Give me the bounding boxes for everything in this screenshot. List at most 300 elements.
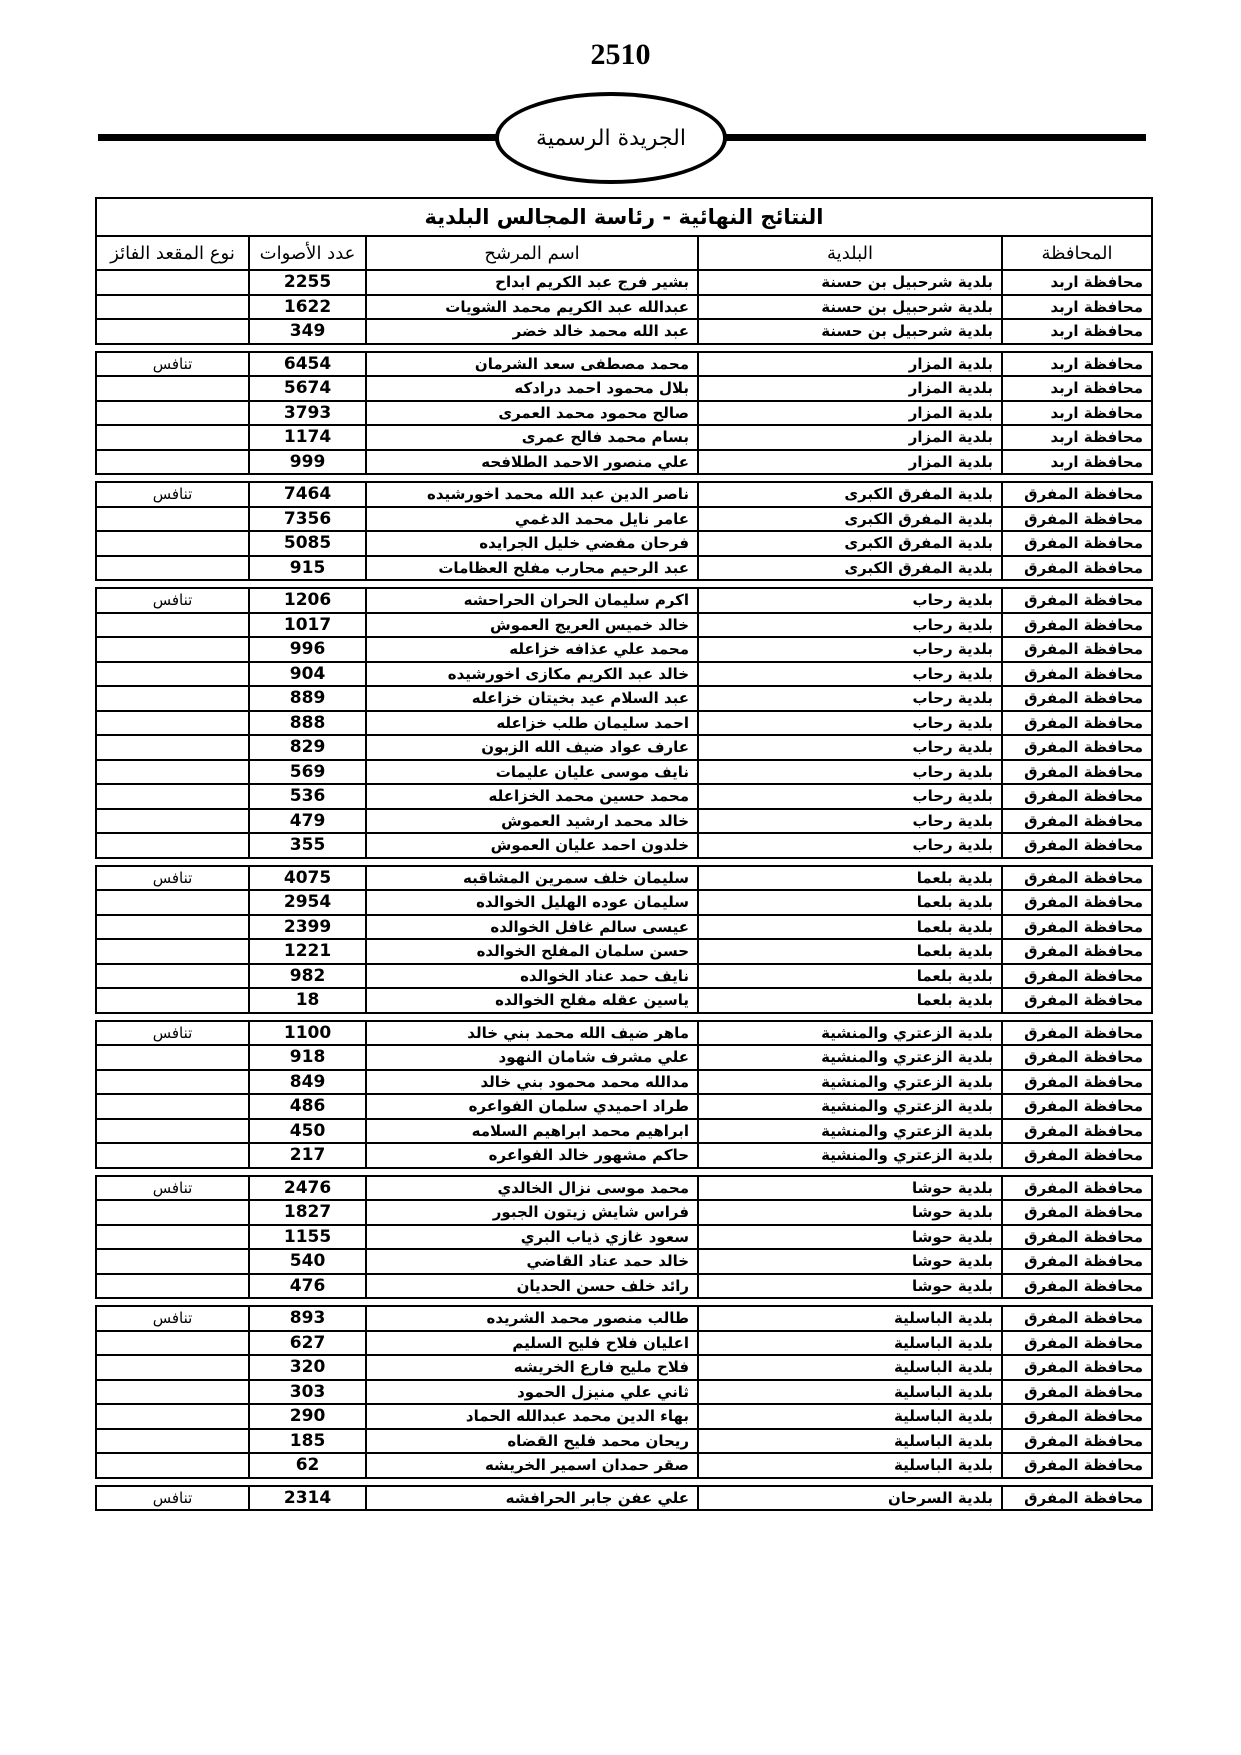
- governorate-cell: محافظة المفرق: [1002, 1176, 1152, 1201]
- votes-cell: 915: [249, 556, 366, 581]
- candidate-name-cell: نايف حمد عناد الخوالده: [366, 964, 698, 989]
- group-separator: [96, 580, 1152, 588]
- seat-type-cell: [96, 613, 249, 638]
- seat-type-cell: [96, 784, 249, 809]
- seat-type-cell: [96, 1429, 249, 1454]
- table-row: [96, 939, 1152, 964]
- candidate-name-cell: علي مشرف شامان النهود: [366, 1045, 698, 1070]
- municipality-cell: بلدية الباسلية: [698, 1331, 1002, 1356]
- group-separator: [96, 858, 1152, 866]
- candidate-name-cell: فرحان مفضي خليل الجرايده: [366, 531, 698, 556]
- governorate-cell: محافظة المفرق: [1002, 1200, 1152, 1225]
- table-row: [96, 686, 1152, 711]
- votes-cell: 18: [249, 988, 366, 1013]
- candidate-name-cell: سعود غازي ذياب البري: [366, 1225, 698, 1250]
- table-row: [96, 760, 1152, 785]
- table-row: [96, 915, 1152, 940]
- votes-cell: 2954: [249, 890, 366, 915]
- table-row: [96, 1176, 1152, 1201]
- votes-cell: 1221: [249, 939, 366, 964]
- governorate-cell: محافظة المفرق: [1002, 915, 1152, 940]
- seat-type-cell: [96, 1225, 249, 1250]
- candidate-name-cell: بشير فرج عبد الكريم ابداح: [366, 270, 698, 295]
- header-governorate: المحافظة: [1002, 236, 1152, 270]
- votes-cell: 2314: [249, 1486, 366, 1511]
- governorate-cell: محافظة المفرق: [1002, 988, 1152, 1013]
- masthead-title: الجريدة الرسمية: [536, 125, 686, 151]
- seat-type-cell: [96, 809, 249, 834]
- governorate-cell: محافظة المفرق: [1002, 1331, 1152, 1356]
- table-row: [96, 376, 1152, 401]
- header-seat-type: نوع المقعد الفائز: [96, 236, 249, 270]
- governorate-cell: محافظة المفرق: [1002, 637, 1152, 662]
- votes-cell: 4075: [249, 866, 366, 891]
- candidate-name-cell: عبد الله محمد خالد خضر: [366, 319, 698, 344]
- governorate-cell: محافظة المفرق: [1002, 1119, 1152, 1144]
- candidate-name-cell: خالد خميس العريج العموش: [366, 613, 698, 638]
- table-row: [96, 588, 1152, 613]
- municipality-cell: بلدية رحاب: [698, 637, 1002, 662]
- municipality-cell: بلدية بلعما: [698, 964, 1002, 989]
- seat-type-cell: [96, 1380, 249, 1405]
- seat-type-cell: تنافس: [96, 1486, 249, 1511]
- seat-type-cell: [96, 988, 249, 1013]
- table-row: [96, 1274, 1152, 1299]
- seat-type-cell: [96, 295, 249, 320]
- candidate-name-cell: نايف موسى عليان عليمات: [366, 760, 698, 785]
- municipality-cell: بلدية رحاب: [698, 686, 1002, 711]
- governorate-cell: محافظة المفرق: [1002, 711, 1152, 736]
- municipality-cell: بلدية المفرق الكبرى: [698, 507, 1002, 532]
- votes-cell: 479: [249, 809, 366, 834]
- governorate-cell: محافظة المفرق: [1002, 1429, 1152, 1454]
- candidate-name-cell: طالب منصور محمد الشريده: [366, 1306, 698, 1331]
- municipality-cell: بلدية الباسلية: [698, 1355, 1002, 1380]
- municipality-cell: بلدية المزار: [698, 425, 1002, 450]
- table-row: [96, 735, 1152, 760]
- seat-type-cell: [96, 686, 249, 711]
- municipality-cell: بلدية الزعتري والمنشية: [698, 1119, 1002, 1144]
- governorate-cell: محافظة اربد: [1002, 450, 1152, 475]
- candidate-name-cell: محمد علي عذافه خزاعله: [366, 637, 698, 662]
- municipality-cell: بلدية الباسلية: [698, 1404, 1002, 1429]
- municipality-cell: بلدية رحاب: [698, 588, 1002, 613]
- municipality-cell: بلدية الزعتري والمنشية: [698, 1070, 1002, 1095]
- candidate-name-cell: صالح محمود محمد العمرى: [366, 401, 698, 426]
- table-row: [96, 784, 1152, 809]
- municipality-cell: بلدية رحاب: [698, 833, 1002, 858]
- votes-cell: 1100: [249, 1021, 366, 1046]
- municipality-cell: بلدية السرحان: [698, 1486, 1002, 1511]
- votes-cell: 1827: [249, 1200, 366, 1225]
- votes-cell: 1206: [249, 588, 366, 613]
- candidate-name-cell: عارف عواد ضيف الله الزبون: [366, 735, 698, 760]
- seat-type-cell: [96, 1404, 249, 1429]
- municipality-cell: بلدية الزعتري والمنشية: [698, 1094, 1002, 1119]
- seat-type-cell: [96, 939, 249, 964]
- seat-type-cell: [96, 401, 249, 426]
- candidate-name-cell: عامر نايل محمد الدغمي: [366, 507, 698, 532]
- governorate-cell: محافظة اربد: [1002, 270, 1152, 295]
- governorate-cell: محافظة المفرق: [1002, 1045, 1152, 1070]
- candidate-name-cell: خالد محمد ارشيد العموش: [366, 809, 698, 834]
- candidate-name-cell: ناصر الدين عبد الله محمد اخورشيده: [366, 482, 698, 507]
- table-title: النتائج النهائية - رئاسة المجالس البلدية: [96, 198, 1152, 236]
- municipality-cell: بلدية بلعما: [698, 890, 1002, 915]
- votes-cell: 569: [249, 760, 366, 785]
- table-row: [96, 1021, 1152, 1046]
- votes-cell: 999: [249, 450, 366, 475]
- municipality-cell: بلدية رحاب: [698, 711, 1002, 736]
- governorate-cell: محافظة اربد: [1002, 376, 1152, 401]
- group-separator: [96, 1298, 1152, 1306]
- governorate-cell: محافظة المفرق: [1002, 1274, 1152, 1299]
- table-row: [96, 401, 1152, 426]
- candidate-name-cell: عيسى سالم غافل الخوالده: [366, 915, 698, 940]
- seat-type-cell: [96, 662, 249, 687]
- table-row: [96, 988, 1152, 1013]
- candidate-name-cell: ثاني علي منيزل الحمود: [366, 1380, 698, 1405]
- votes-cell: 2476: [249, 1176, 366, 1201]
- seat-type-cell: [96, 1143, 249, 1168]
- municipality-cell: بلدية حوشا: [698, 1176, 1002, 1201]
- table-header-row: [96, 236, 1152, 270]
- candidate-name-cell: بلال محمود احمد درادكه: [366, 376, 698, 401]
- governorate-cell: محافظة المفرق: [1002, 890, 1152, 915]
- table-row: [96, 352, 1152, 377]
- seat-type-cell: [96, 1200, 249, 1225]
- municipality-cell: بلدية المزار: [698, 450, 1002, 475]
- governorate-cell: محافظة المفرق: [1002, 833, 1152, 858]
- candidate-name-cell: صقر حمدان اسمير الخريشه: [366, 1453, 698, 1478]
- table-row: [96, 1331, 1152, 1356]
- table-row: [96, 319, 1152, 344]
- municipality-cell: بلدية الباسلية: [698, 1380, 1002, 1405]
- governorate-cell: محافظة المفرق: [1002, 735, 1152, 760]
- governorate-cell: محافظة المفرق: [1002, 507, 1152, 532]
- governorate-cell: محافظة المفرق: [1002, 1355, 1152, 1380]
- votes-cell: 627: [249, 1331, 366, 1356]
- seat-type-cell: [96, 507, 249, 532]
- candidate-name-cell: اعليان فلاح فليح السليم: [366, 1331, 698, 1356]
- candidate-name-cell: خلدون احمد عليان العموش: [366, 833, 698, 858]
- votes-cell: 320: [249, 1355, 366, 1380]
- candidate-name-cell: رائد خلف حسن الحديان: [366, 1274, 698, 1299]
- votes-cell: 2255: [249, 270, 366, 295]
- governorate-cell: محافظة المفرق: [1002, 556, 1152, 581]
- table-row: [96, 613, 1152, 638]
- municipality-cell: بلدية شرحبيل بن حسنة: [698, 319, 1002, 344]
- votes-cell: 1017: [249, 613, 366, 638]
- seat-type-cell: [96, 1355, 249, 1380]
- municipality-cell: بلدية الباسلية: [698, 1306, 1002, 1331]
- municipality-cell: بلدية بلعما: [698, 866, 1002, 891]
- candidate-name-cell: حاكم مشهور خالد الفواعره: [366, 1143, 698, 1168]
- municipality-cell: بلدية بلعما: [698, 988, 1002, 1013]
- votes-cell: 62: [249, 1453, 366, 1478]
- page-number: 2510: [590, 38, 651, 71]
- candidate-name-cell: سليمان خلف سمرين المشاقبه: [366, 866, 698, 891]
- governorate-cell: محافظة المفرق: [1002, 784, 1152, 809]
- candidate-name-cell: طراد احميدي سلمان الفواعره: [366, 1094, 698, 1119]
- candidate-name-cell: ياسين عقله مفلح الخوالده: [366, 988, 698, 1013]
- governorate-cell: محافظة المفرق: [1002, 1021, 1152, 1046]
- votes-cell: 888: [249, 711, 366, 736]
- table-row: [96, 1225, 1152, 1250]
- seat-type-cell: تنافس: [96, 588, 249, 613]
- votes-cell: 7464: [249, 482, 366, 507]
- votes-cell: 7356: [249, 507, 366, 532]
- municipality-cell: بلدية رحاب: [698, 613, 1002, 638]
- table-row: [96, 1119, 1152, 1144]
- municipality-cell: بلدية الباسلية: [698, 1429, 1002, 1454]
- candidate-name-cell: عبدالله عبد الكريم محمد الشويات: [366, 295, 698, 320]
- candidate-name-cell: محمد مصطفى سعد الشرمان: [366, 352, 698, 377]
- candidate-name-cell: اكرم سليمان الحران الحراحشه: [366, 588, 698, 613]
- votes-cell: 829: [249, 735, 366, 760]
- candidate-name-cell: حسن سلمان المفلح الخوالده: [366, 939, 698, 964]
- votes-cell: 5085: [249, 531, 366, 556]
- seat-type-cell: [96, 833, 249, 858]
- seat-type-cell: تنافس: [96, 352, 249, 377]
- seat-type-cell: [96, 376, 249, 401]
- governorate-cell: محافظة المفرق: [1002, 531, 1152, 556]
- seat-type-cell: [96, 735, 249, 760]
- municipality-cell: بلدية الزعتري والمنشية: [698, 1143, 1002, 1168]
- table-row: [96, 711, 1152, 736]
- seat-type-cell: [96, 760, 249, 785]
- governorate-cell: محافظة المفرق: [1002, 1249, 1152, 1274]
- seat-type-cell: تنافس: [96, 482, 249, 507]
- votes-cell: 5674: [249, 376, 366, 401]
- candidate-name-cell: ابراهيم محمد ابراهيم السلامه: [366, 1119, 698, 1144]
- candidate-name-cell: عبد السلام عيد بخيتان خزاعله: [366, 686, 698, 711]
- municipality-cell: بلدية حوشا: [698, 1249, 1002, 1274]
- governorate-cell: محافظة اربد: [1002, 401, 1152, 426]
- governorate-cell: محافظة المفرق: [1002, 1306, 1152, 1331]
- table-title-row: [96, 198, 1152, 236]
- municipality-cell: بلدية شرحبيل بن حسنة: [698, 270, 1002, 295]
- votes-cell: 849: [249, 1070, 366, 1095]
- table-row: [96, 1306, 1152, 1331]
- seat-type-cell: [96, 1453, 249, 1478]
- votes-cell: 6454: [249, 352, 366, 377]
- table-row: [96, 1404, 1152, 1429]
- seat-type-cell: تنافس: [96, 1021, 249, 1046]
- seat-type-cell: [96, 1249, 249, 1274]
- governorate-cell: محافظة المفرق: [1002, 482, 1152, 507]
- candidate-name-cell: خالد حمد عناد القاضي: [366, 1249, 698, 1274]
- table-row: [96, 833, 1152, 858]
- table-row: [96, 1453, 1152, 1478]
- table-row: [96, 450, 1152, 475]
- seat-type-cell: [96, 1274, 249, 1299]
- seat-type-cell: [96, 450, 249, 475]
- results-table-wrapper: [95, 197, 1151, 1511]
- table-row: [96, 1200, 1152, 1225]
- candidate-name-cell: بهاء الدين محمد عبدالله الحماد: [366, 1404, 698, 1429]
- municipality-cell: بلدية الزعتري والمنشية: [698, 1021, 1002, 1046]
- candidate-name-cell: خالد عبد الكريم مكازى اخورشيده: [366, 662, 698, 687]
- table-row: [96, 637, 1152, 662]
- seat-type-cell: [96, 964, 249, 989]
- candidate-name-cell: سليمان عوده الهليل الخوالده: [366, 890, 698, 915]
- header-candidate: اسم المرشح: [366, 236, 698, 270]
- governorate-cell: محافظة المفرق: [1002, 1094, 1152, 1119]
- municipality-cell: بلدية رحاب: [698, 784, 1002, 809]
- governorate-cell: محافظة المفرق: [1002, 686, 1152, 711]
- municipality-cell: بلدية رحاب: [698, 662, 1002, 687]
- votes-cell: 290: [249, 1404, 366, 1429]
- table-row: [96, 1143, 1152, 1168]
- municipality-cell: بلدية المفرق الكبرى: [698, 482, 1002, 507]
- votes-cell: 476: [249, 1274, 366, 1299]
- governorate-cell: محافظة المفرق: [1002, 809, 1152, 834]
- municipality-cell: بلدية بلعما: [698, 939, 1002, 964]
- votes-cell: 355: [249, 833, 366, 858]
- table-row: [96, 1045, 1152, 1070]
- candidate-name-cell: محمد موسى نزال الخالدي: [366, 1176, 698, 1201]
- candidate-name-cell: فلاح مليح فارع الخريشه: [366, 1355, 698, 1380]
- group-separator: [96, 474, 1152, 482]
- header-rule-left: [98, 134, 498, 141]
- candidate-name-cell: علي منصور الاحمد الطلافحه: [366, 450, 698, 475]
- votes-cell: 982: [249, 964, 366, 989]
- results-table: [95, 197, 1153, 1511]
- table-row: [96, 507, 1152, 532]
- votes-cell: 893: [249, 1306, 366, 1331]
- table-row: [96, 556, 1152, 581]
- governorate-cell: محافظة المفرق: [1002, 1404, 1152, 1429]
- municipality-cell: بلدية حوشا: [698, 1225, 1002, 1250]
- seat-type-cell: [96, 556, 249, 581]
- municipality-cell: بلدية المفرق الكبرى: [698, 556, 1002, 581]
- municipality-cell: بلدية الباسلية: [698, 1453, 1002, 1478]
- governorate-cell: محافظة المفرق: [1002, 760, 1152, 785]
- municipality-cell: بلدية بلعما: [698, 915, 1002, 940]
- governorate-cell: محافظة المفرق: [1002, 1380, 1152, 1405]
- governorate-cell: محافظة اربد: [1002, 425, 1152, 450]
- municipality-cell: بلدية حوشا: [698, 1200, 1002, 1225]
- votes-cell: 996: [249, 637, 366, 662]
- seat-type-cell: [96, 915, 249, 940]
- table-row: [96, 964, 1152, 989]
- votes-cell: 918: [249, 1045, 366, 1070]
- table-row: [96, 662, 1152, 687]
- votes-cell: 303: [249, 1380, 366, 1405]
- governorate-cell: محافظة المفرق: [1002, 1070, 1152, 1095]
- seat-type-cell: [96, 1119, 249, 1144]
- candidate-name-cell: بسام محمد فالح عمرى: [366, 425, 698, 450]
- governorate-cell: محافظة المفرق: [1002, 866, 1152, 891]
- table-row: [96, 1380, 1152, 1405]
- candidate-name-cell: مدالله محمد محمود بني خالد: [366, 1070, 698, 1095]
- votes-cell: 1155: [249, 1225, 366, 1250]
- candidate-name-cell: ماهر ضيف الله محمد بني خالد: [366, 1021, 698, 1046]
- results-body: [96, 270, 1152, 1510]
- votes-cell: 217: [249, 1143, 366, 1168]
- seat-type-cell: [96, 1331, 249, 1356]
- votes-cell: 486: [249, 1094, 366, 1119]
- candidate-name-cell: فراس شايش زيتون الجبور: [366, 1200, 698, 1225]
- header-votes: عدد الأصوات: [249, 236, 366, 270]
- municipality-cell: بلدية المزار: [698, 376, 1002, 401]
- governorate-cell: محافظة المفرق: [1002, 1486, 1152, 1511]
- governorate-cell: محافظة المفرق: [1002, 939, 1152, 964]
- header-rule-right: [726, 134, 1146, 141]
- table-row: [96, 890, 1152, 915]
- gazette-masthead: [495, 92, 727, 184]
- governorate-cell: محافظة اربد: [1002, 295, 1152, 320]
- votes-cell: 904: [249, 662, 366, 687]
- governorate-cell: محافظة المفرق: [1002, 1225, 1152, 1250]
- table-row: [96, 1070, 1152, 1095]
- table-row: [96, 425, 1152, 450]
- seat-type-cell: تنافس: [96, 1176, 249, 1201]
- candidate-name-cell: ريحان محمد فليح القضاه: [366, 1429, 698, 1454]
- municipality-cell: بلدية رحاب: [698, 735, 1002, 760]
- votes-cell: 349: [249, 319, 366, 344]
- seat-type-cell: [96, 1070, 249, 1095]
- governorate-cell: محافظة المفرق: [1002, 964, 1152, 989]
- municipality-cell: بلدية المزار: [698, 401, 1002, 426]
- seat-type-cell: [96, 1045, 249, 1070]
- seat-type-cell: [96, 531, 249, 556]
- governorate-cell: محافظة اربد: [1002, 319, 1152, 344]
- table-row: [96, 809, 1152, 834]
- governorate-cell: محافظة المفرق: [1002, 1143, 1152, 1168]
- table-row: [96, 1486, 1152, 1511]
- header-municipality: البلدية: [698, 236, 1002, 270]
- votes-cell: 1622: [249, 295, 366, 320]
- municipality-cell: بلدية المفرق الكبرى: [698, 531, 1002, 556]
- governorate-cell: محافظة المفرق: [1002, 662, 1152, 687]
- table-row: [96, 1355, 1152, 1380]
- group-separator: [96, 1168, 1152, 1176]
- votes-cell: 2399: [249, 915, 366, 940]
- table-row: [96, 531, 1152, 556]
- votes-cell: 889: [249, 686, 366, 711]
- governorate-cell: محافظة المفرق: [1002, 1453, 1152, 1478]
- candidate-name-cell: محمد حسين محمد الخزاعله: [366, 784, 698, 809]
- governorate-cell: محافظة اربد: [1002, 352, 1152, 377]
- seat-type-cell: [96, 711, 249, 736]
- governorate-cell: محافظة المفرق: [1002, 588, 1152, 613]
- group-separator: [96, 344, 1152, 352]
- municipality-cell: بلدية الزعتري والمنشية: [698, 1045, 1002, 1070]
- municipality-cell: بلدية رحاب: [698, 760, 1002, 785]
- seat-type-cell: [96, 425, 249, 450]
- municipality-cell: بلدية شرحبيل بن حسنة: [698, 295, 1002, 320]
- table-row: [96, 270, 1152, 295]
- table-row: [96, 295, 1152, 320]
- candidate-name-cell: احمد سليمان طلب خزاعله: [366, 711, 698, 736]
- votes-cell: 450: [249, 1119, 366, 1144]
- seat-type-cell: [96, 637, 249, 662]
- votes-cell: 3793: [249, 401, 366, 426]
- votes-cell: 185: [249, 1429, 366, 1454]
- candidate-name-cell: عبد الرحيم محارب مفلح العظامات: [366, 556, 698, 581]
- seat-type-cell: تنافس: [96, 866, 249, 891]
- table-row: [96, 482, 1152, 507]
- votes-cell: 536: [249, 784, 366, 809]
- candidate-name-cell: علي عفن جابر الحرافشه: [366, 1486, 698, 1511]
- municipality-cell: بلدية رحاب: [698, 809, 1002, 834]
- municipality-cell: بلدية المزار: [698, 352, 1002, 377]
- votes-cell: 1174: [249, 425, 366, 450]
- municipality-cell: بلدية حوشا: [698, 1274, 1002, 1299]
- group-separator: [96, 1013, 1152, 1021]
